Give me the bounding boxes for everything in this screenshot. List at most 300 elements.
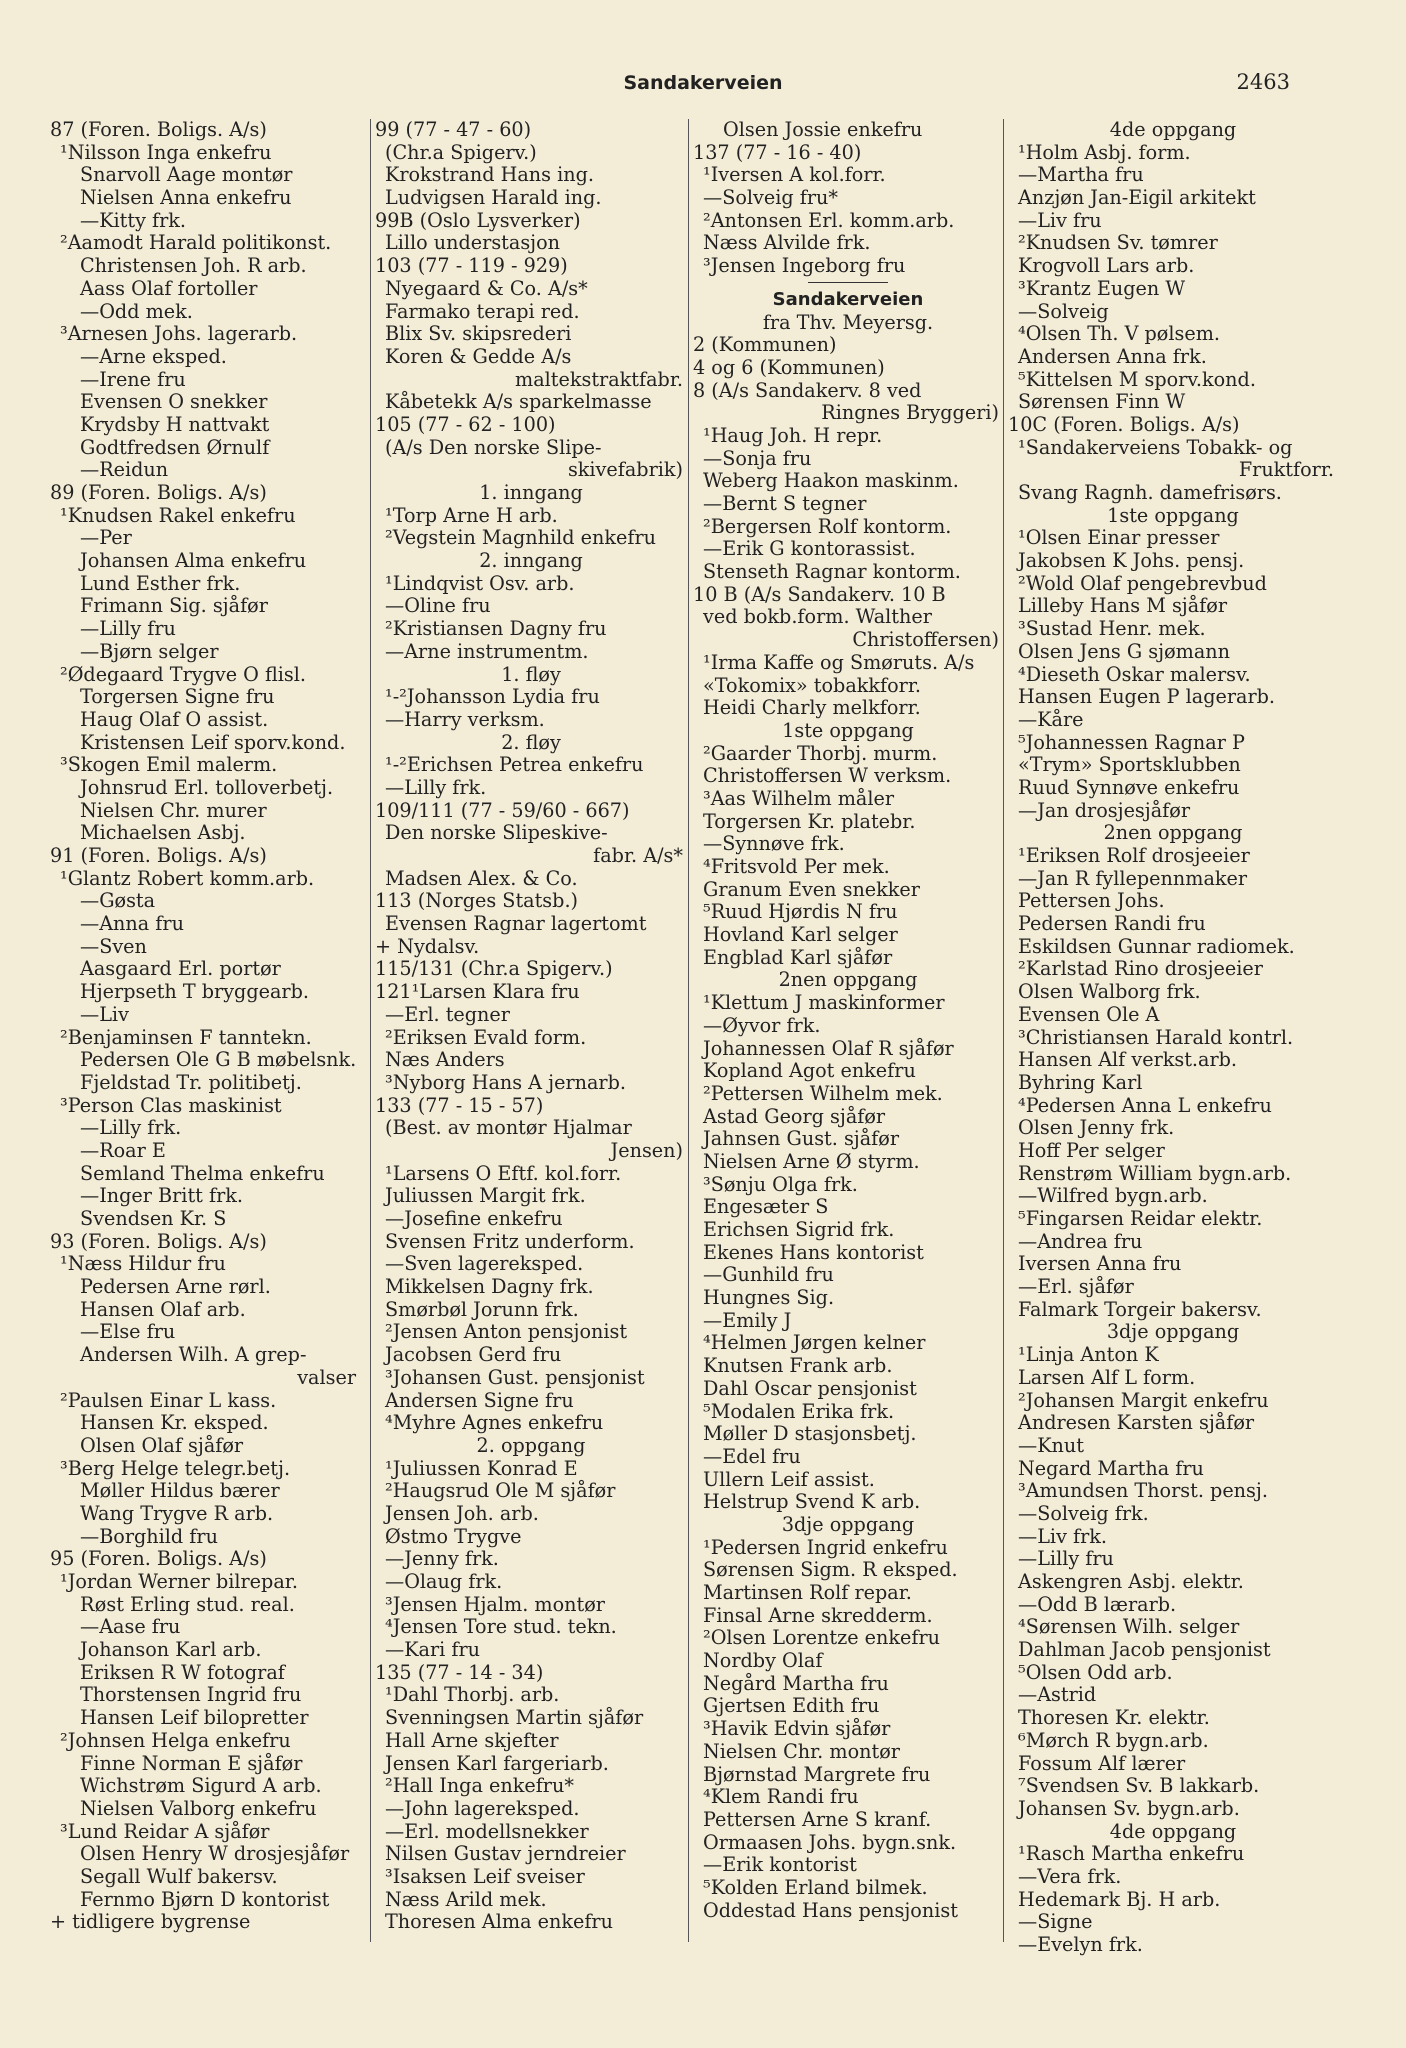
directory-entry: 103 (77 - 119 - 929)	[375, 254, 568, 278]
subsection-label: 2nen oppgang	[1103, 821, 1243, 845]
directory-entry: Smørbøl Jorunn frk.	[385, 1297, 579, 1321]
directory-entry: Østmo Trygve	[385, 1524, 522, 1548]
directory-entry: ¹Sandakerveiens Tobakk- og	[1018, 435, 1293, 459]
directory-entry: —Odd mek.	[80, 299, 193, 323]
directory-entry: 99 (77 - 47 - 60)	[375, 118, 532, 141]
directory-entry: Heidi Charly melkforr.	[703, 696, 921, 720]
directory-entry: ¹Lindqvist Osv. arb.	[385, 571, 575, 595]
directory-entry: Thorstensen Ingrid fru	[80, 1683, 302, 1707]
directory-entry: Engesæter S	[703, 1195, 829, 1219]
directory-entry: ²Ødegaard Trygve O flisl.	[60, 662, 307, 686]
directory-entry: ²Olsen Lorentze enkefru	[703, 1626, 940, 1650]
directory-entry: ¹Dahl Thorbj. arb.	[385, 1683, 560, 1707]
directory-entry: Christensen Joh. R arb.	[80, 254, 307, 278]
directory-entry: Andersen Signe fru	[385, 1388, 574, 1412]
directory-entry: Granum Even snekker	[703, 877, 920, 901]
directory-entry: Jakobsen K Johs. pensj.	[1018, 549, 1245, 573]
directory-entry: —Else fru	[80, 1320, 176, 1344]
directory-entry: —Astrid	[1018, 1683, 1097, 1707]
directory-entry: —Bernt S tegner	[703, 492, 867, 515]
directory-entry: ³Jensen Ingeborg fru	[703, 254, 906, 278]
directory-entry: Johansen Sv. bygn.arb.	[1018, 1796, 1240, 1820]
directory-entry: ⁵Kittelsen M sporv.kond.	[1018, 367, 1256, 391]
directory-entry: ved bokb.form. Walther	[703, 605, 932, 629]
directory-entry: —Bjørn selger	[80, 639, 219, 663]
directory-entry: ¹Haug Joh. H repr.	[703, 423, 883, 447]
directory-entry: —Erl. tegner	[385, 1002, 510, 1026]
directory-entry: Evensen Ragnar lagertomt	[385, 912, 647, 936]
directory-entry: 113 (Norges Statsb.)	[375, 889, 579, 913]
directory-entry: Nilsen Gustav jerndreier	[385, 1842, 626, 1866]
subsection-label: fra Thv. Meyersg.	[762, 310, 934, 334]
directory-entry: ⁴Myhre Agnes enkefru	[385, 1411, 604, 1435]
page-title: Sandakerveien	[623, 72, 783, 94]
directory-entry: Jensen Karl fargeriarb.	[385, 1751, 609, 1775]
directory-entry: Engblad Karl sjåfør	[703, 945, 893, 969]
directory-entry: ²Gaarder Thorbj. murm.	[703, 741, 938, 765]
directory-entry: ⁵Kolden Erland bilmek.	[703, 1875, 928, 1899]
directory-entry: Weberg Haakon maskinm.	[703, 469, 959, 493]
directory-entry: ¹Torp Arne H arb.	[385, 503, 558, 527]
directory-entry: Eskildsen Gunnar radiomek.	[1018, 934, 1295, 958]
directory-entry: ¹Irma Kaffe og Smøruts. A/s	[703, 650, 975, 674]
directory-entry: Pedersen Ole G B møbelsnk.	[80, 1048, 357, 1072]
directory-entry: —Sonja fru	[703, 446, 812, 470]
directory-entry: ²Haugsrud Ole M sjåfør	[385, 1479, 616, 1503]
directory-entry: Astad Georg sjåfør	[703, 1104, 886, 1128]
directory-entry: —Roar E	[80, 1138, 166, 1162]
directory-entry: —Evelyn frk.	[1018, 1933, 1143, 1956]
directory-entry: ²Johansen Margit enkefru	[1018, 1388, 1269, 1412]
directory-entry: Wichstrøm Sigurd A arb.	[80, 1774, 322, 1798]
directory-entry: Ormaasen Johs. bygn.snk.	[703, 1830, 957, 1854]
directory-entry: ¹Jordan Werner bilrepar.	[60, 1570, 298, 1593]
directory-entry: ²Vegstein Magnhild enkefru	[385, 526, 656, 550]
directory-entry: —Aase fru	[80, 1615, 181, 1639]
directory-entry: ⁵Johannessen Ragnar P	[1018, 730, 1245, 754]
directory-entry: Møller D stasjonsbetj.	[703, 1422, 917, 1446]
directory-entry: ⁴Jensen Tore stud. tekn.	[385, 1615, 617, 1639]
directory-entry: Jacobsen Gerd fru	[385, 1343, 562, 1367]
directory-entry: ³Isaksen Leif sveiser	[385, 1864, 585, 1888]
subsection-label: 1ste oppgang	[782, 718, 914, 742]
directory-entry: Fossum Alf lærer	[1018, 1751, 1186, 1775]
directory-entry: Olsen Jossie enkefru	[723, 118, 923, 141]
directory-entry: ¹Holm Asbj. form.	[1018, 140, 1191, 164]
subsection-label: 2nen oppgang	[778, 968, 918, 992]
directory-entry: —Odd B lærarb.	[1018, 1592, 1177, 1616]
directory-entry: ¹-²Erichsen Petrea enkefru	[385, 753, 644, 777]
directory-entry: Olsen Henry W drosjesjåfør	[80, 1842, 350, 1866]
directory-entry: Johanson Karl arb.	[80, 1638, 262, 1662]
directory-entry: Fjeldstad Tr. politibetj.	[80, 1070, 302, 1094]
directory-entry: Olsen Olaf sjåfør	[80, 1433, 244, 1457]
directory-entry: —Lilly fru	[80, 617, 176, 641]
directory-entry: (Best. av montør Hjalmar	[385, 1116, 632, 1140]
directory-entry: Aass Olaf fortoller	[80, 276, 258, 300]
directory-entry: —Oline fru	[385, 594, 491, 618]
directory-entry: ²Pettersen Wilhelm mek.	[703, 1081, 943, 1105]
directory-entry: Krokstrand Hans ing.	[385, 163, 594, 187]
directory-entry: —Kari fru	[385, 1638, 481, 1662]
directory-entry: —Lilly fru	[1018, 1547, 1114, 1571]
directory-entry: ¹Glantz Robert komm.arb.	[60, 866, 315, 890]
directory-entry: Farmako terapi red.	[385, 299, 580, 323]
subsection-label: 2. inngang	[479, 549, 583, 573]
directory-entry: ⁴Olsen Th. V pølsem.	[1018, 322, 1220, 346]
subsection-label: 4de oppgang	[1109, 118, 1237, 141]
directory-entry: 99B (Oslo Lysverker)	[375, 208, 581, 232]
directory-entry: ³Person Clas maskinist	[60, 1093, 282, 1117]
directory-entry: Hansen Leif bilopretter	[80, 1706, 309, 1730]
directory-entry: ²Karlstad Rino drosjeeier	[1018, 957, 1263, 981]
directory-entry: (A/s Den norske Slipe-	[385, 435, 602, 459]
directory-entry: fabr. A/s*	[593, 844, 683, 867]
directory-entry: ³Sønju Olga frk.	[703, 1172, 858, 1196]
directory-entry: ⁵Fingarsen Reidar elektr.	[1018, 1207, 1263, 1230]
directory-entry: Christoffersen)	[852, 628, 999, 652]
directory-entry: 133 (77 - 15 - 57)	[375, 1093, 544, 1117]
directory-entry: —Wilfred bygn.arb.	[1018, 1184, 1208, 1208]
directory-entry: Hansen Alf verkst.arb.	[1018, 1048, 1238, 1072]
directory-entry: —Borghild fru	[80, 1524, 218, 1548]
directory-entry: —Jan R fyllepennmaker	[1018, 866, 1248, 890]
directory-entry: —Irene fru	[80, 367, 186, 391]
directory-entry: —Reidun	[80, 458, 169, 482]
directory-entry: —Liv fru	[1018, 208, 1102, 232]
directory-entry: Juliussen Margit frk.	[385, 1184, 586, 1208]
directory-entry: ⁵Modalen Erika frk.	[703, 1399, 895, 1423]
directory-entry: ¹Klettum J maskinformer	[703, 991, 945, 1015]
directory-entry: —Harry verksm.	[385, 707, 545, 731]
directory-entry: Martinsen Rolf repar.	[703, 1581, 912, 1604]
directory-entry: ²Aamodt Harald politikonst.	[60, 231, 332, 255]
directory-entry: —Knut	[1018, 1433, 1084, 1457]
directory-entry: Larsen Alf L form.	[1018, 1365, 1196, 1389]
directory-entry: ²Eriksen Evald form.	[385, 1025, 587, 1049]
directory-entry: —Solveig frk.	[1018, 1501, 1149, 1525]
directory-column-3	[688, 119, 1003, 1942]
directory-entry: Anzjøn Jan-Eigil arkitekt	[1018, 186, 1256, 210]
directory-entry: ¹Knudsen Rakel enkefru	[60, 503, 296, 527]
directory-entry: —Synnøve frk.	[703, 832, 845, 856]
directory-entry: + Nydalsv.	[375, 934, 480, 958]
directory-entry: Kopland Agot enkefru	[703, 1059, 916, 1083]
directory-entry: Andersen Wilh. A grep-	[80, 1343, 307, 1367]
directory-entry: —Andrea fru	[1018, 1229, 1143, 1253]
directory-entry: ³Jensen Hjalm. montør	[385, 1592, 605, 1616]
directory-entry: Nielsen Valborg enkefru	[80, 1796, 317, 1820]
directory-entry: Thoresen Alma enkefru	[385, 1910, 613, 1934]
directory-entry: Hovland Karl selger	[703, 923, 898, 947]
directory-entry: Mikkelsen Dagny frk.	[385, 1275, 594, 1299]
directory-entry: Svenningsen Martin sjåfør	[385, 1706, 644, 1730]
directory-entry: Krogvoll Lars arb.	[1018, 254, 1195, 278]
directory-entry: —Liv frk.	[1018, 1524, 1108, 1548]
directory-entry: 91 (Foren. Boligs. A/s)	[50, 844, 267, 867]
directory-entry: Hjerpseth T bryggearb.	[80, 980, 309, 1004]
subsection-label: 2. oppgang	[476, 1433, 586, 1457]
directory-entry: —Gøsta	[80, 889, 156, 913]
directory-entry: ³Christiansen Harald kontrl.	[1018, 1025, 1294, 1049]
directory-entry: Koren & Gedde A/s	[385, 344, 572, 368]
directory-entry: ¹Iversen A kol.forr.	[703, 163, 886, 187]
directory-entry: Renstrøm William bygn.arb.	[1018, 1161, 1292, 1185]
directory-column-1	[50, 119, 360, 1934]
directory-entry: Snarvoll Aage montør	[80, 163, 293, 187]
directory-entry: ⁴Klem Randi fru	[703, 1785, 859, 1809]
directory-entry: ²Kristiansen Dagny fru	[385, 617, 607, 641]
directory-entry: ³Arnesen Johs. lagerarb.	[60, 322, 298, 346]
directory-entry: ¹Pedersen Ingrid enkefru	[703, 1535, 948, 1559]
subsection-label: 1ste oppgang	[1107, 503, 1239, 527]
directory-entry: Knutsen Frank arb.	[703, 1354, 893, 1378]
directory-entry: «Tokomix» tobakkforr.	[703, 673, 921, 697]
directory-entry: ³Berg Helge telegr.betj.	[60, 1456, 291, 1480]
directory-entry: ⁷Svendsen Sv. B lakkarb.	[1018, 1774, 1260, 1798]
directory-entry: Byhring Karl	[1018, 1070, 1143, 1094]
directory-entry: ³Havik Edvin sjåfør	[703, 1717, 891, 1741]
directory-entry: Næs Anders	[385, 1048, 505, 1072]
directory-entry: ¹Nilsson Inga enkefru	[60, 140, 272, 164]
directory-entry: 135 (77 - 14 - 34)	[375, 1660, 544, 1684]
directory-entry: 10 B (A/s Sandakerv. 10 B	[693, 582, 946, 606]
directory-entry: ²Wold Olaf pengebrevbud	[1018, 571, 1267, 595]
directory-entry: Thoresen Kr. elektr.	[1018, 1706, 1210, 1730]
directory-entry: Johnsrud Erl. tolloverbetj.	[80, 775, 334, 799]
directory-entry: valser	[297, 1365, 356, 1389]
directory-entry: Segall Wulf bakersv.	[80, 1864, 278, 1888]
directory-entry: ¹Næss Hildur fru	[60, 1252, 226, 1276]
directory-entry: 105 (77 - 62 - 100)	[375, 412, 556, 436]
directory-entry: 137 (77 - 16 - 40)	[693, 140, 862, 164]
directory-entry: Jensen Joh. arb.	[385, 1501, 539, 1525]
directory-entry: Nielsen Anna enkefru	[80, 186, 292, 210]
directory-entry: —Anna fru	[80, 912, 184, 936]
directory-entry: ¹Olsen Einar presser	[1018, 526, 1220, 550]
directory-entry: Sørensen Sigm. R eksped.	[703, 1558, 958, 1582]
section-heading: Sandakerveien	[772, 288, 924, 310]
directory-entry: Hansen Kr. eksped.	[80, 1411, 269, 1435]
directory-entry: ³Lund Reidar A sjåfør	[60, 1819, 270, 1843]
directory-entry: «Trym» Sportsklubben	[1018, 753, 1241, 777]
directory-entry: Stenseth Ragnar kontorm.	[703, 560, 961, 584]
directory-entry: Christoffersen W verksm.	[703, 764, 952, 788]
directory-entry: 121¹Larsen Klara fru	[375, 980, 580, 1004]
directory-entry: Blix Sv. skipsrederi	[385, 322, 572, 346]
directory-entry: ¹Rasch Martha enkefru	[1018, 1842, 1245, 1866]
directory-entry: Ekenes Hans kontorist	[703, 1240, 924, 1264]
directory-entry: —Kåre	[1018, 707, 1084, 731]
directory-entry: ³Sustad Henr. mek.	[1018, 617, 1206, 641]
directory-entry: Den norske Slipeskive-	[385, 821, 608, 845]
directory-entry: Semland Thelma enkefru	[80, 1161, 325, 1185]
directory-entry: Lillo understasjon	[385, 231, 561, 255]
directory-entry: Erichsen Sigrid frk.	[703, 1218, 895, 1241]
directory-entry: ¹Larsens O Eftf. kol.forr.	[385, 1161, 622, 1185]
directory-entry: —Lilly frk.	[385, 775, 487, 799]
directory-entry: Andersen Anna frk.	[1018, 344, 1207, 368]
directory-entry: Evensen O snekker	[80, 390, 268, 414]
directory-entry: ³Krantz Eugen W	[1018, 276, 1186, 300]
directory-entry: —Sven lagereksped.	[385, 1252, 584, 1276]
directory-entry: Næss Alvilde frk.	[703, 231, 871, 255]
directory-entry: Pedersen Arne rørl.	[80, 1275, 271, 1299]
directory-entry: —Olaug frk.	[385, 1570, 503, 1593]
subsection-label: 1. fløy	[501, 662, 561, 686]
directory-entry: Nielsen Arne Ø styrm.	[703, 1149, 920, 1173]
directory-entry: Hansen Eugen P lagerarb.	[1018, 685, 1276, 709]
subsection-label: 1. inngang	[479, 481, 583, 504]
directory-entry: —Solveig fru*	[703, 186, 838, 210]
directory-entry: 95 (Foren. Boligs. A/s)	[50, 1547, 267, 1571]
directory-entry: —Erl. sjåfør	[1018, 1275, 1134, 1299]
page-number: 2463	[1236, 70, 1290, 94]
directory-entry: ³Amundsen Thorst. pensj.	[1018, 1479, 1268, 1503]
directory-entry: Lilleby Hans M sjåfør	[1018, 594, 1228, 618]
directory-entry: Ullern Leif assist.	[703, 1467, 875, 1491]
directory-entry: —Martha fru	[1018, 163, 1144, 187]
directory-entry: Hansen Olaf arb.	[80, 1297, 246, 1321]
directory-entry: Olsen Jenny frk.	[1018, 1116, 1175, 1140]
directory-entry: Dahl Oscar pensjonist	[703, 1376, 917, 1400]
directory-entry: —Erik G kontorassist.	[703, 537, 916, 561]
directory-entry: ⁴Pedersen Anna L enkefru	[1018, 1093, 1272, 1117]
directory-entry: Jahnsen Gust. sjåfør	[703, 1127, 900, 1151]
directory-entry: Hall Arne skjefter	[385, 1728, 559, 1752]
directory-entry: Finne Norman E sjåfør	[80, 1751, 303, 1775]
directory-entry: Svang Ragnh. damefrisørs.	[1018, 481, 1282, 504]
directory-entry: Nordby Olaf	[703, 1649, 823, 1673]
directory-entry: ²Benjaminsen F tanntekn.	[60, 1025, 312, 1049]
directory-entry: Oddestad Hans pensjonist	[703, 1898, 958, 1922]
directory-entry: Madsen Alex. & Co.	[385, 866, 578, 890]
directory-entry: —Per	[80, 526, 132, 550]
section-divider	[808, 282, 888, 283]
directory-entry: —Arne instrumentm.	[385, 639, 589, 663]
directory-entry: ¹Linja Anton K	[1018, 1343, 1159, 1367]
directory-entry: ²Bergersen Rolf kontorm.	[703, 514, 952, 538]
directory-entry: Krydsby H nattvakt	[80, 412, 270, 436]
directory-entry: ⁴Helmen Jørgen kelner	[703, 1331, 926, 1355]
directory-entry: ³Skogen Emil malerm.	[60, 753, 278, 777]
directory-entry: —Jenny frk.	[385, 1547, 499, 1571]
directory-entry: 87 (Foren. Boligs. A/s)	[50, 118, 267, 141]
directory-entry: 89 (Foren. Boligs. A/s)	[50, 481, 267, 504]
directory-entry: Møller Hildus bærer	[80, 1479, 280, 1503]
subsection-label: 2. fløy	[501, 730, 561, 754]
directory-entry: Pettersen Johs.	[1018, 889, 1165, 913]
directory-entry: Ruud Synnøve enkefru	[1018, 775, 1240, 799]
directory-entry: —Jan drosjesjåfør	[1018, 798, 1190, 822]
directory-entry: Hungnes Sig.	[703, 1286, 835, 1310]
directory-entry: Godtfredsen Ørnulf	[80, 435, 270, 459]
directory-entry: 8 (A/s Sandakerv. 8 ved	[693, 378, 922, 402]
directory-entry: ⁵Ruud Hjørdis N fru	[703, 900, 898, 924]
directory-entry: maltekstraktfabr.	[515, 367, 683, 391]
directory-entry: Hoff Per selger	[1018, 1138, 1165, 1162]
directory-entry: ³Aas Wilhelm måler	[703, 786, 895, 810]
directory-entry: (Chr.a Spigerv.)	[385, 140, 537, 164]
directory-entry: ⁴Sørensen Wilh. selger	[1018, 1615, 1240, 1639]
directory-entry: Kristensen Leif sporv.kond.	[80, 730, 346, 754]
directory-entry: ⁴Dieseth Oskar malersv.	[1018, 662, 1251, 686]
directory-entry: ²Antonsen Erl. komm.arb.	[703, 208, 955, 232]
directory-entry: Andresen Karsten sjåfør	[1018, 1411, 1255, 1435]
directory-entry: —Signe	[1018, 1910, 1093, 1934]
directory-entry: Sørensen Finn W	[1018, 390, 1186, 414]
directory-entry: 4 og 6 (Kommunen)	[693, 355, 885, 379]
directory-entry: —Erl. modellsnekker	[385, 1819, 589, 1843]
directory-entry: Falmark Torgeir bakersv.	[1018, 1297, 1262, 1321]
directory-entry: —Erik kontorist	[703, 1853, 857, 1877]
directory-entry: Bjørnstad Margrete fru	[703, 1762, 931, 1786]
directory-column-4	[1003, 118, 1338, 1956]
directory-entry: Olsen Jens G sjømann	[1018, 639, 1230, 663]
directory-entry: Røst Erling stud. real.	[80, 1592, 295, 1616]
directory-entry: —Inger Britt frk.	[80, 1184, 243, 1208]
directory-entry: Frimann Sig. sjåfør	[80, 594, 268, 618]
directory-entry: Ludvigsen Harald ing.	[385, 186, 602, 210]
directory-entry: ¹Eriksen Rolf drosjeeier	[1018, 844, 1250, 867]
directory-entry: Kåbetekk A/s sparkelmasse	[385, 390, 652, 414]
directory-entry: Dahlman Jacob pensjonist	[1018, 1638, 1271, 1662]
subsection-label: 3dje oppgang	[781, 1512, 915, 1536]
directory-entry: ²Paulsen Einar L kass.	[60, 1388, 277, 1412]
directory-entry: Torgersen Kr. platebr.	[703, 809, 916, 833]
directory-entry: Jensen)	[610, 1138, 683, 1162]
directory-entry: —Lilly frk.	[80, 1116, 182, 1140]
directory-entry: Svensen Fritz underform.	[385, 1229, 635, 1253]
directory-entry: —Emily J	[703, 1308, 792, 1332]
directory-entry: 93 (Foren. Boligs. A/s)	[50, 1229, 267, 1253]
directory-entry: —Sven	[80, 934, 147, 958]
directory-entry: Helstrup Svend K arb.	[703, 1490, 921, 1514]
directory-entry: —Edel fru	[703, 1444, 801, 1468]
directory-entry: Lund Esther frk.	[80, 571, 241, 595]
directory-entry: ⁴Fritsvold Per mek.	[703, 855, 890, 878]
directory-entry: Olsen Walborg frk.	[1018, 980, 1201, 1004]
directory-entry: ³Johansen Gust. pensjonist	[385, 1365, 645, 1389]
directory-entry: Negård Martha fru	[703, 1671, 889, 1695]
directory-entry: ⁶Mørch R bygn.arb.	[1018, 1728, 1209, 1752]
directory-entry: Aasgaard Erl. portør	[80, 957, 281, 981]
directory-entry: Iversen Anna fru	[1018, 1252, 1182, 1276]
directory-entry: 10C (Foren. Boligs. A/s)	[1008, 412, 1240, 436]
directory-entry: ²Hall Inga enkefru*	[385, 1774, 574, 1798]
directory-entry: ²Jensen Anton pensjonist	[385, 1320, 628, 1344]
directory-entry: Finsal Arne skredderm.	[703, 1603, 933, 1627]
directory-entry: —Vera frk.	[1018, 1864, 1122, 1888]
directory-entry: Johansen Alma enkefru	[80, 549, 307, 573]
directory-entry: Pettersen Arne S kranf.	[703, 1807, 932, 1831]
directory-entry: —Øyvor frk.	[703, 1013, 821, 1037]
directory-entry: —Solveig	[1018, 299, 1109, 323]
directory-entry: —Gunhild fru	[703, 1263, 834, 1287]
directory-entry: Nyegaard & Co. A/s*	[385, 276, 588, 300]
directory-entry: Fernmo Bjørn D kontorist	[80, 1887, 330, 1911]
directory-entry: Næss Arild mek.	[385, 1887, 547, 1911]
directory-entry: Nielsen Chr. murer	[80, 798, 267, 822]
directory-entry: Nielsen Chr. montør	[703, 1739, 900, 1763]
directory-entry: Ringnes Bryggeri)	[821, 401, 999, 425]
subsection-label: 3dje oppgang	[1106, 1320, 1240, 1344]
directory-entry: Johannessen Olaf R sjåfør	[703, 1036, 954, 1060]
directory-entry: Svendsen Kr. S	[80, 1207, 227, 1230]
directory-entry: ⁵Olsen Odd arb.	[1018, 1660, 1173, 1684]
directory-entry: Fruktforr.	[1238, 458, 1334, 482]
directory-entry: Negard Martha fru	[1018, 1456, 1204, 1480]
